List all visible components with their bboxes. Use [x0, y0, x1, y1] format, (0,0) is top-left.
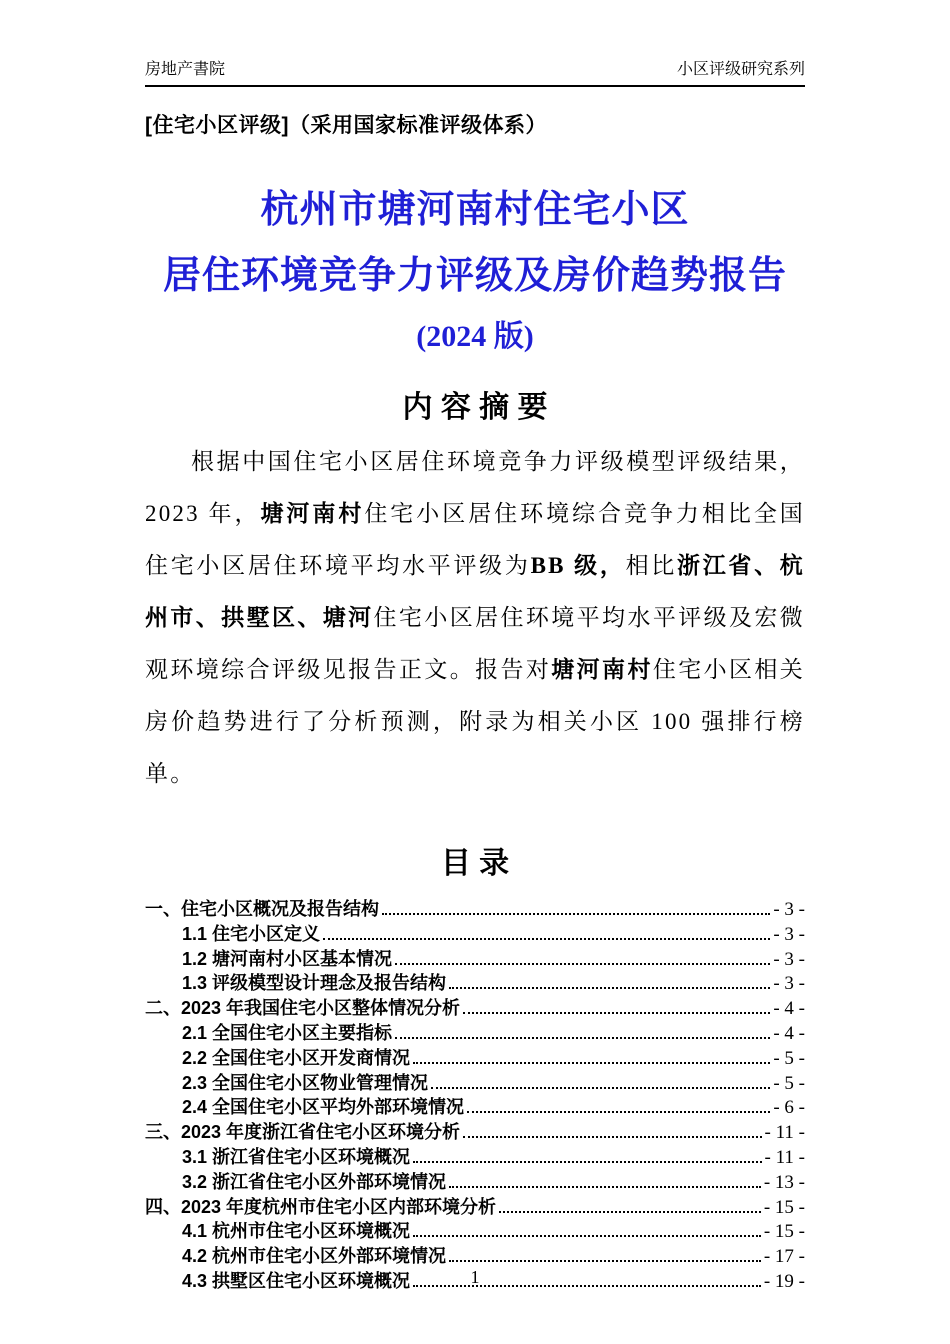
toc-entry-page: - 19 - — [763, 1270, 805, 1292]
report-version: (2024 版) — [416, 320, 534, 353]
toc-entry-label: 3.2 浙江省住宅小区外部环境情况 — [182, 1171, 447, 1192]
summary-segment: 住宅小区居住环境平均水平评级及宏微观环境综合评级见报告正文。报告对 — [145, 605, 805, 682]
toc-entry-label: 2.2 全国住宅小区开发商情况 — [182, 1047, 411, 1068]
toc-entry[interactable] — [145, 1193, 805, 1218]
page-number: 1 — [470, 1267, 480, 1287]
dot-leader — [431, 1087, 770, 1089]
header-brand: 房地产書院 — [145, 61, 226, 78]
dot-leader — [395, 1037, 770, 1039]
summary-segment: 住宅小区居住环境综合竞争力相比全国住宅小区居住环境平均水平评级为 — [145, 501, 805, 578]
toc-entry-label: 2.4 全国住宅小区平均外部环境情况 — [182, 1097, 465, 1118]
toc-entry[interactable] — [145, 945, 805, 970]
toc-entry-page: - 15 - — [763, 1221, 805, 1243]
toc-list — [145, 895, 805, 1292]
report-title-line1: 杭州市塘河南村住宅小区 — [260, 189, 690, 231]
dot-leader — [449, 1186, 761, 1188]
toc-entry-label: 一、住宅小区概况及报告结构 — [145, 899, 379, 919]
dot-leader — [463, 1012, 770, 1014]
dot-leader — [467, 1111, 770, 1113]
dot-leader — [463, 1136, 762, 1138]
summary-segment-bold: 塘河南村 — [260, 501, 365, 526]
toc-entry-page: - 4 - — [773, 1022, 805, 1044]
dot-leader — [449, 1260, 761, 1262]
dot-leader — [395, 963, 770, 965]
summary-segment: 住宅小区相关房价趋势进行了分析预测，附录为相关小区 100 强排行榜单。 — [145, 657, 806, 786]
toc-entry-label: 3.1 浙江省住宅小区环境概况 — [182, 1146, 411, 1167]
toc-entry-label: 1.2 塘河南村小区基本情况 — [182, 948, 393, 969]
toc-entry-label: 2.3 全国住宅小区物业管理情况 — [182, 1072, 429, 1093]
toc-entry-label: 1.3 评级模型设计理念及报告结构 — [182, 973, 447, 994]
toc-entry-label: 三、2023 年度浙江省住宅小区环境分析 — [145, 1122, 461, 1143]
summary-segment-bold: 浙江省、杭州市、拱墅区、塘河 — [145, 553, 806, 630]
report-title-block — [145, 189, 805, 354]
toc-entry[interactable] — [145, 1069, 805, 1094]
report-title-line2: 居住环境竞争力评级及房价趋势报告 — [162, 255, 787, 297]
toc-entry-page: - 4 - — [773, 998, 805, 1020]
toc-entry[interactable] — [145, 895, 805, 920]
toc-entry-label: 二、2023 年我国住宅小区整体情况分析 — [145, 998, 461, 1019]
toc-heading: 目 录 — [440, 847, 510, 880]
dot-leader — [382, 913, 770, 915]
toc-entry[interactable] — [145, 1143, 805, 1168]
toc-entry-page: - 3 - — [773, 923, 805, 945]
toc-entry-label: 1.1 住宅小区定义 — [182, 923, 321, 944]
dot-leader — [413, 1235, 761, 1237]
toc-entry-label: 四、2023 年度杭州市住宅小区内部环境分析 — [145, 1196, 497, 1217]
toc-entry-page: - 3 - — [773, 973, 805, 995]
toc-entry[interactable] — [145, 1118, 805, 1143]
summary-segment: 相比 — [625, 553, 677, 578]
toc-entry[interactable] — [145, 969, 805, 994]
toc-entry-page: - 15 - — [763, 1196, 805, 1218]
toc-entry[interactable] — [145, 1168, 805, 1193]
summary-segment-bold: BB 级， — [530, 553, 626, 578]
toc-entry-label: 2.1 全国住宅小区主要指标 — [182, 1022, 393, 1043]
toc-entry-page: - 3 - — [773, 899, 805, 920]
dot-leader — [413, 1161, 762, 1163]
toc-entry[interactable] — [145, 1217, 805, 1242]
toc-entry[interactable] — [145, 1019, 805, 1044]
toc-entry[interactable] — [145, 920, 805, 945]
toc-entry-page: - 6 - — [773, 1097, 805, 1119]
toc-entry[interactable] — [145, 1044, 805, 1069]
toc-entry-page: - 11 - — [764, 1122, 805, 1144]
summary-paragraph — [145, 436, 805, 800]
toc-entry-page: - 11 - — [764, 1146, 805, 1168]
toc-entry-page: - 3 - — [773, 948, 805, 970]
dot-leader — [413, 1062, 770, 1064]
summary-segment: 根据中国住宅小区居住环境竞争力评级模型评级结果，2023 年， — [145, 449, 805, 526]
dot-leader — [323, 938, 770, 940]
document-header — [145, 0, 805, 87]
dot-leader — [499, 1211, 761, 1213]
header-series: 小区评级研究系列 — [676, 61, 805, 78]
toc-entry-label: 4.1 杭州市住宅小区环境概况 — [182, 1221, 411, 1242]
dot-leader — [449, 987, 770, 989]
summary-heading: 内 容 摘 要 — [402, 391, 548, 424]
toc-entry-page: - 13 - — [763, 1171, 805, 1193]
toc-entry-label: 4.3 拱墅区住宅小区环境概况 — [182, 1270, 411, 1291]
toc-entry-page: - 5 - — [773, 1047, 805, 1069]
toc-entry[interactable] — [145, 994, 805, 1019]
toc-entry-page: - 5 - — [773, 1072, 805, 1094]
toc-entry-label: 4.2 杭州市住宅小区外部环境情况 — [182, 1246, 447, 1267]
toc-entry[interactable] — [145, 1242, 805, 1267]
summary-segment-bold: 塘河南村 — [551, 657, 653, 682]
rating-system-tagline: [住宅小区评级]（采用国家标准评级体系） — [145, 114, 547, 137]
toc-entry-page: - 17 - — [763, 1246, 805, 1268]
toc-entry[interactable] — [145, 1093, 805, 1118]
